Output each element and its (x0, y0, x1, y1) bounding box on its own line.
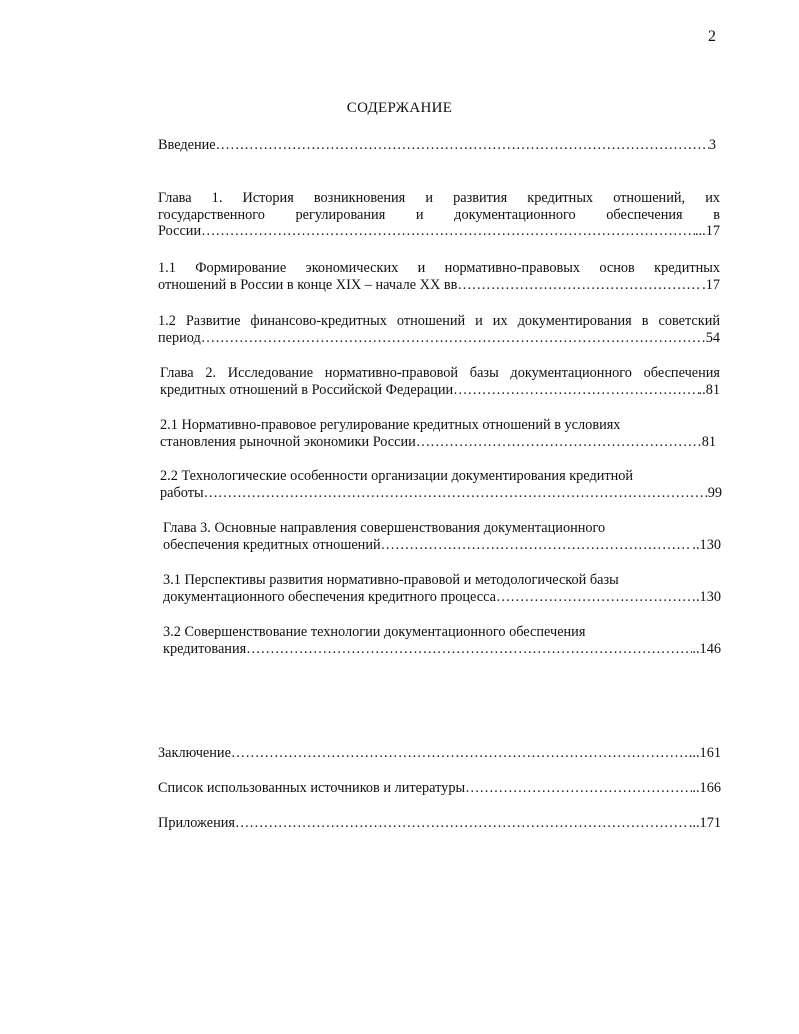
entry-page: ...171 (688, 815, 721, 831)
entry-page: 54 (705, 329, 720, 346)
leader-dots (201, 330, 706, 347)
leader-dots (453, 382, 698, 399)
entry-page: .130 (695, 588, 721, 605)
entry-page: 99 (707, 484, 722, 501)
toc-entry-chapter-2 (160, 365, 720, 398)
entry-line: Глава 3. Основные направления совершенствования документационного (163, 520, 606, 536)
entry-label: отношений в России в конце XIX – начале XX вв (158, 276, 458, 293)
leader-dots (235, 815, 689, 832)
toc-entry-section-2-1 (160, 417, 716, 450)
entry-line: 1.2 Развитие финансово-кредитных отношений и их документирования в советский (158, 313, 720, 329)
entry-label: кредитования (163, 640, 247, 657)
entry-label: Заключение (158, 745, 231, 761)
toc-entry-conclusion (158, 745, 721, 762)
toc-entry-introduction (158, 137, 716, 154)
toc-entry-section-3-2 (163, 624, 721, 657)
entry-label: период (158, 329, 201, 346)
entry-line: государственного регулирования и документационного обеспечения в (158, 206, 720, 223)
entry-page: ..166 (692, 780, 721, 796)
entry-label: Приложения (158, 815, 235, 831)
entry-page: ..130 (692, 536, 721, 553)
entry-label: кредитных отношений в Российской Федерации (160, 381, 454, 398)
leader-dots (216, 137, 709, 154)
leader-dots (465, 780, 692, 797)
toc-entry-chapter-1 (158, 190, 720, 240)
leader-dots (231, 745, 689, 762)
toc-entry-chapter-3 (163, 520, 721, 553)
entry-line: Глава 2. Исследование нормативно-правовой базы документационного обеспечения (160, 365, 720, 381)
entry-label: России (158, 223, 202, 239)
entry-line: Глава 1. История возникновения и развития кредитных отношений, их (158, 190, 720, 206)
toc-entry-bibliography (158, 780, 721, 797)
entry-label: работы (160, 484, 204, 501)
entry-line: 2.1 Нормативно-правовое регулирование кредитных отношений в условиях (160, 417, 621, 433)
toc-entry-section-1-1 (158, 260, 720, 293)
entry-label: обеспечения кредитных отношений (163, 536, 381, 553)
entry-label: становления рыночной экономики России (160, 433, 416, 450)
entry-line: 2.2 Технологические особенности организации документирования кредитной (160, 468, 634, 484)
toc-title: СОДЕРЖАНИЕ (346, 100, 453, 116)
entry-page: ..146 (692, 640, 721, 657)
toc-entry-section-1-2 (158, 313, 720, 346)
leader-dots (381, 537, 693, 554)
leader-dots (457, 277, 702, 294)
page-number: 2 (708, 28, 716, 45)
entry-line: 3.2 Совершенствование технологии документационного обеспечения (163, 624, 586, 640)
leader-dots (246, 641, 692, 658)
entry-page: ...17 (694, 223, 720, 239)
toc-entry-section-3-1 (163, 572, 721, 605)
entry-line: 3.1 Перспективы развития нормативно-правовой и методологической базы (163, 572, 619, 588)
entry-page: .17 (702, 276, 720, 293)
entry-page: ..81 (698, 381, 720, 398)
entry-page: 81 (701, 433, 716, 450)
entry-page: 3 (708, 137, 716, 153)
entry-page: ...161 (688, 745, 721, 761)
entry-line: 1.1 Формирование экономических и нормативно-правовых основ кредитных (158, 260, 720, 276)
toc-entry-appendices (158, 815, 721, 832)
leader-dots (201, 223, 695, 240)
toc-entry-section-2-2 (160, 468, 722, 501)
entry-label: Введение (158, 137, 216, 153)
entry-label: документационного обеспечения кредитного процесса (163, 588, 496, 605)
entry-label: Список использованных источников и литературы (158, 780, 466, 796)
leader-dots (204, 485, 708, 502)
leader-dots (416, 434, 702, 451)
leader-dots (496, 589, 696, 606)
